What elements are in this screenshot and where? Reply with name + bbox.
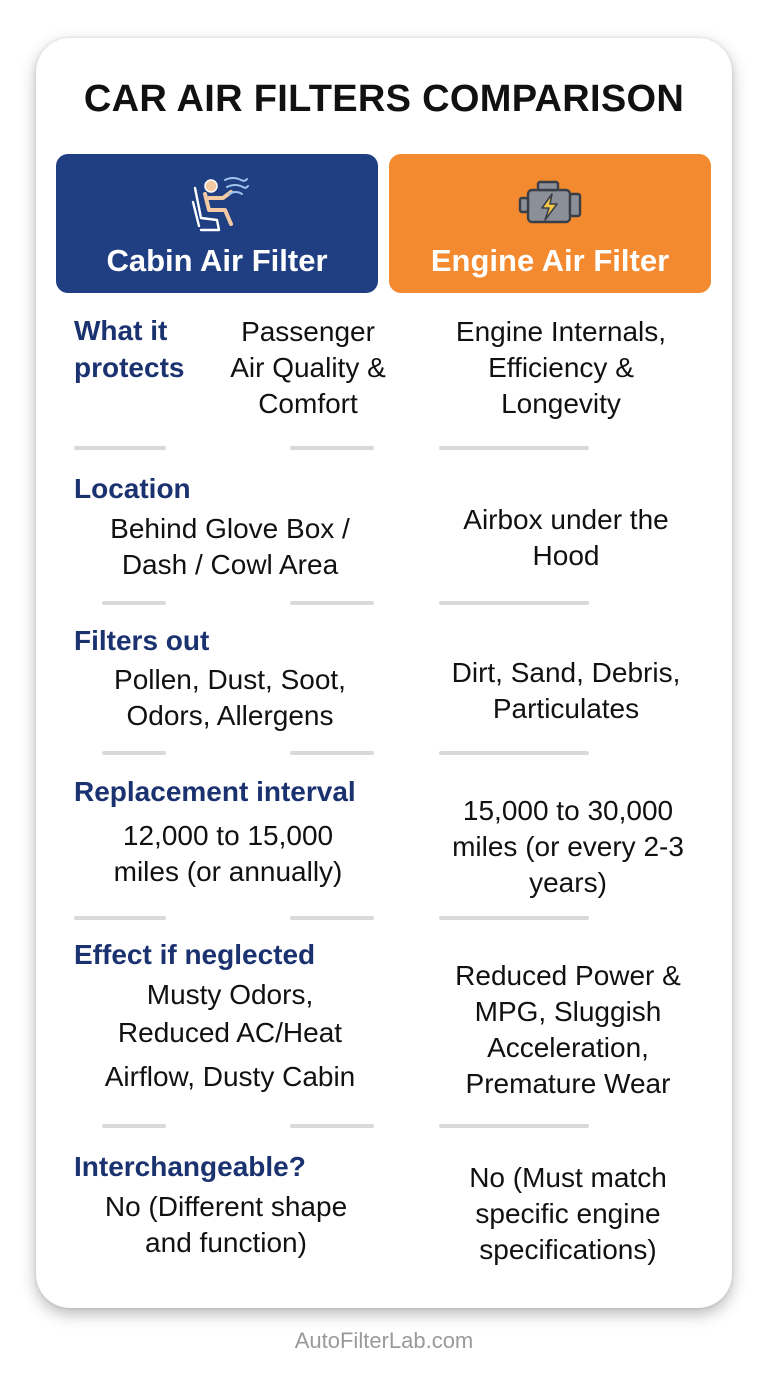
value-line: Reduced AC/Heat <box>117 1017 343 1048</box>
cabin-value-effect-if-neglected <box>84 976 376 1096</box>
value-line: Efficiency & <box>488 352 634 383</box>
row-divider <box>74 916 166 920</box>
engine-value-location <box>424 502 708 574</box>
value-line: Comfort <box>258 388 358 419</box>
value-line: Particulates <box>492 693 640 724</box>
cabin-value-what-it-protects <box>222 314 394 422</box>
engine-filter-title: Engine Air Filter <box>430 243 670 278</box>
row-label-interchangeable: Interchangeable? <box>74 1151 306 1182</box>
value-line: Odors, Allergens <box>126 700 334 731</box>
value-line: Longevity <box>501 388 621 419</box>
engine-value-effect-if-neglected <box>428 958 708 1102</box>
value-line: Airflow, Dusty Cabin <box>104 1061 356 1092</box>
cabin-value-interchangeable <box>82 1189 370 1261</box>
value-line: Musty Odors, <box>146 979 314 1010</box>
value-line: Behind Glove Box / <box>110 513 350 544</box>
value-line: MPG, Sluggish <box>474 996 662 1027</box>
row-label-effect-if-neglected: Effect if neglected <box>74 939 316 970</box>
row-divider <box>290 1124 374 1128</box>
row-divider <box>74 446 166 450</box>
value-line: Pollen, Dust, Soot, <box>114 664 346 695</box>
row-label-location: Location <box>74 473 191 504</box>
cabin-filter-header <box>56 154 378 293</box>
value-line: Air Quality & <box>230 352 386 383</box>
engine-value-filters-out <box>428 655 704 727</box>
row-divider <box>102 601 166 605</box>
value-line: Engine Internals, <box>455 316 667 347</box>
engine-icon <box>514 168 586 240</box>
row-divider <box>439 1124 589 1128</box>
value-line: Dash / Cowl Area <box>121 549 339 580</box>
row-label-line: protects <box>74 352 185 383</box>
value-line: miles (or annually) <box>113 856 343 887</box>
value-line: Premature Wear <box>465 1068 671 1099</box>
engine-value-what-it-protects <box>424 314 698 422</box>
value-line: and function) <box>145 1227 307 1258</box>
engine-value-interchangeable <box>428 1160 708 1268</box>
value-line: Airbox under the <box>463 504 669 535</box>
row-divider <box>439 916 589 920</box>
row-divider <box>290 751 374 755</box>
value-line: years) <box>529 867 607 898</box>
page-title: CAR AIR FILTERS COMPARISON <box>83 78 685 120</box>
seated-passenger-airflow-icon <box>181 168 253 240</box>
row-label-what-it-protects <box>74 312 184 386</box>
footer-brand: AutoFilterLab.com <box>294 1328 474 1353</box>
value-line: specifications) <box>479 1234 657 1265</box>
row-divider <box>439 751 589 755</box>
value-line: Dirt, Sand, Debris, <box>451 657 681 688</box>
value-line: Hood <box>532 540 600 571</box>
engine-value-replacement-interval <box>428 793 708 901</box>
cabin-value-filters-out <box>94 662 366 734</box>
row-label-line: What it <box>74 315 168 346</box>
value-line: Reduced Power & <box>455 960 681 991</box>
cabin-value-location <box>96 511 364 583</box>
row-divider <box>439 601 589 605</box>
value-line: 12,000 to 15,000 <box>122 820 334 851</box>
engine-filter-header <box>389 154 711 293</box>
row-label-replacement-interval: Replacement interval <box>74 776 356 807</box>
value-line: Acceleration, <box>487 1032 649 1063</box>
row-label-filters-out: Filters out <box>74 625 210 656</box>
row-divider <box>439 446 589 450</box>
value-line: No (Different shape <box>104 1191 348 1222</box>
row-divider <box>290 446 374 450</box>
value-line: No (Must match <box>469 1162 667 1193</box>
row-divider <box>290 916 374 920</box>
row-divider <box>102 751 166 755</box>
row-divider <box>102 1124 166 1128</box>
row-divider <box>290 601 374 605</box>
cabin-value-replacement-interval <box>86 818 370 890</box>
value-line: miles (or every 2-3 <box>452 831 684 862</box>
value-line: 15,000 to 30,000 <box>462 795 674 826</box>
value-line: Passenger <box>241 316 375 347</box>
value-line: specific engine <box>475 1198 661 1229</box>
cabin-filter-title: Cabin Air Filter <box>106 243 328 278</box>
